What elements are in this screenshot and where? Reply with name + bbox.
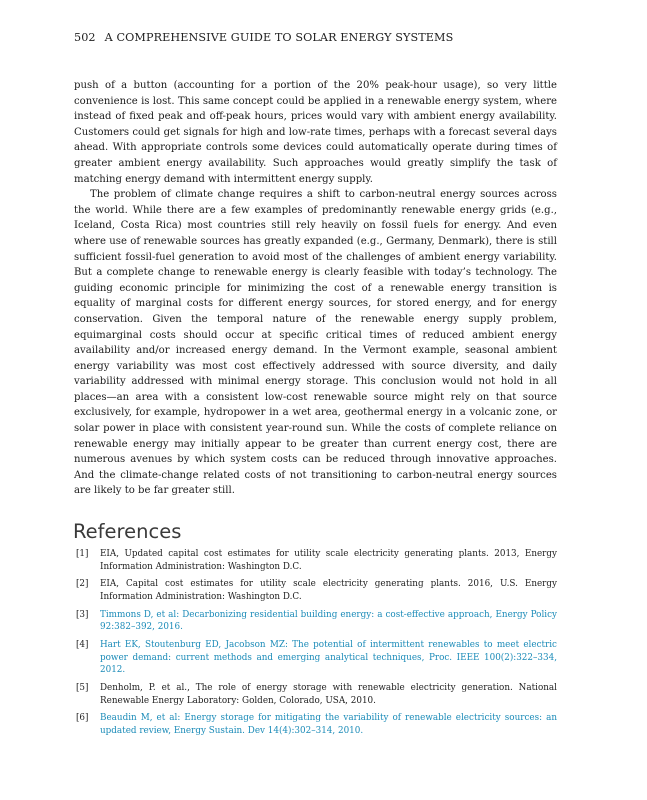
reference-item <box>76 548 557 573</box>
page-number: 502 <box>74 31 96 44</box>
references-heading: References <box>73 520 182 543</box>
reference-item <box>76 682 557 707</box>
body-text <box>74 78 557 499</box>
reference-number: [4] <box>76 640 89 651</box>
reference-link[interactable]: Hart EK, Stoutenburg ED, Jacobson MZ: The potential of intermittent renewables to meet electric power demand: current methods and emerging analytical techniques, Proc. IEEE 100(2):322–334, 2012. <box>100 640 557 676</box>
running-title: A COMPREHENSIVE GUIDE TO SOLAR ENERGY SYSTEMS <box>104 31 454 44</box>
reference-text: EIA, Updated capital cost estimates for utility scale electricity generating plants. 2013, Energy Information Administration: Washington D.C. <box>100 549 557 572</box>
reference-number: [6] <box>76 713 89 724</box>
paragraph-2: The problem of climate change requires a shift to carbon-neutral energy sources across the world. While there are a few examples of predominantly renewable energy grids (e.g., Iceland, Costa Rica) most countries still rely heavily on fossil fuels for energy. And even where use of renewable sources has greatly expanded (e.g., Germany, Denmark), there is still sufficient fossil-fuel generation to avoid most of the challenges of ambient energy variability. But a complete change to renewable energy is clearly feasible with today’s technology. The guiding economic principle for minimizing the cost of a renewable energy transition is equality of marginal costs for different energy sources, for stored energy, and for energy conservation. Given the temporal nature of the renewable energy supply problem, equimarginal costs should occur at specific critical times of reduced ambient energy availability and/or increased energy demand. In the Vermont example, seasonal ambient energy variability was most cost effectively addressed with source diversity, and daily variability addressed with minimal energy storage. This conclusion would not hold in all places—an area with a consistent low-cost renewable source might rely on that source exclusively, for example, hydropower in a wet area, geothermal energy in a volcanic zone, or solar power in place with consistent year-round sun. While the costs of complete reliance on renewable energy may initially appear to be greater than current energy cost, there are numerous avenues by which system costs can be reduced through innovative approaches. And the climate-change related costs of not transitioning to carbon-neutral energy sources are likely to be far greater still. <box>74 189 557 497</box>
reference-link[interactable]: Beaudin M, et al: Energy storage for mitigating the variability of renewable electricity sources: an updated review, Energy Sustain. Dev 14(4):302–314, 2010. <box>100 713 557 736</box>
reference-number: [3] <box>76 609 89 620</box>
reference-list <box>76 548 557 743</box>
reference-number: [5] <box>76 683 89 694</box>
reference-item <box>76 578 557 603</box>
reference-text: EIA, Capital cost estimates for utility scale electricity generating plants. 2016, U.S. Energy Information Administration: Washington D.C. <box>100 579 557 602</box>
reference-item <box>76 639 557 677</box>
running-header <box>74 31 453 44</box>
reference-item <box>76 712 557 737</box>
reference-number: [2] <box>76 579 89 590</box>
reference-text: Denholm, P. et al., The role of energy storage with renewable electricity generation. National Renewable Energy Laboratory: Golden, Colorado, USA, 2010. <box>100 683 557 706</box>
reference-item <box>76 609 557 634</box>
reference-number: [1] <box>76 549 89 559</box>
reference-link[interactable]: Timmons D, et al: Decarbonizing residential building energy: a cost-effective approach, Energy Policy 92:382–392, 2016. <box>100 609 557 633</box>
paragraph-1: push of a button (accounting for a portion of the 20% peak-hour usage), so very little convenience is lost. This same concept could be applied in a renewable energy system, where instead of fixed peak and off-peak hours, prices would vary with ambient energy availability. Customers could get signals for high and low-rate times, perhaps with a forecast several days ahead. With appropriate controls some devices could automatically operate during times of greater ambient energy availability. Such approaches would greatly simplify the task of matching energy demand with intermittent energy supply. <box>74 80 557 185</box>
